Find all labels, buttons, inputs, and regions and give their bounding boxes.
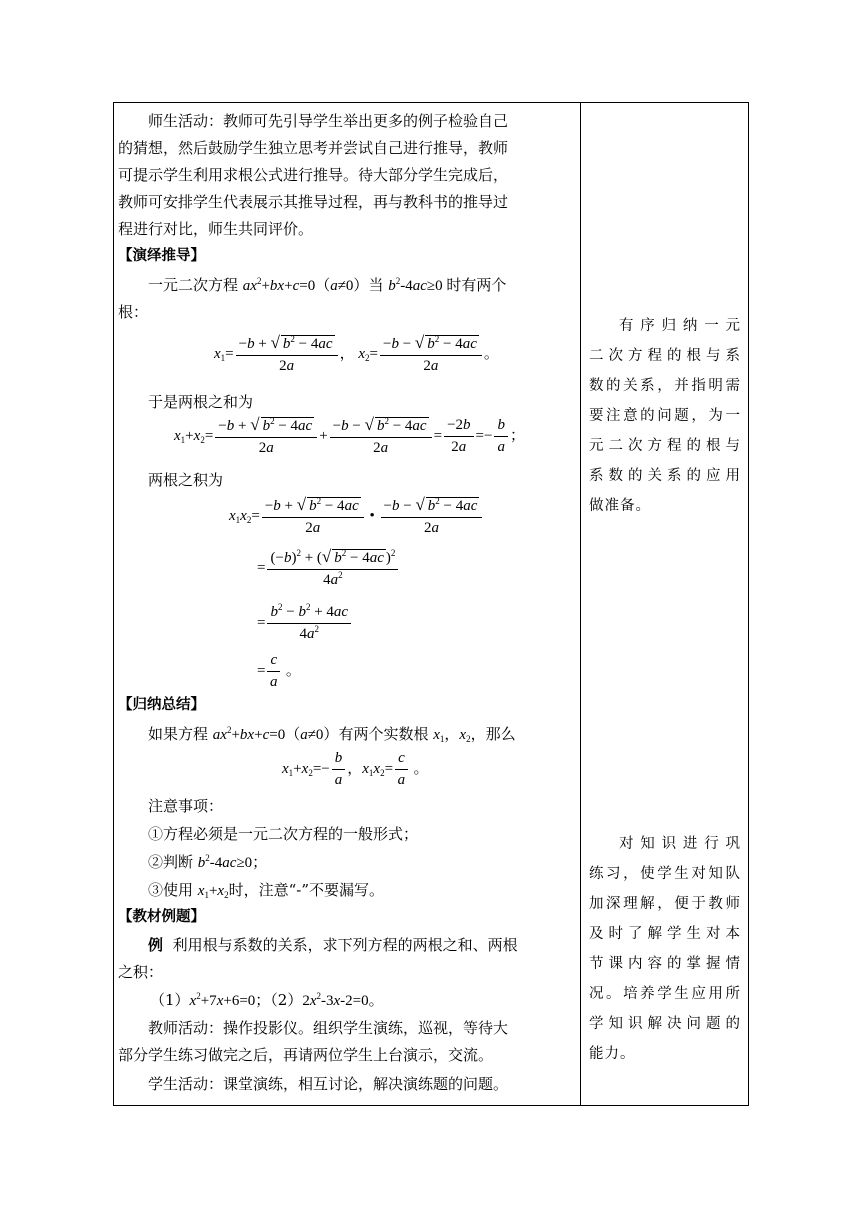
teacher-student-activity-line-1: 师生活动：教师可先引导学生举出更多的例子检验自己 <box>148 112 509 130</box>
note-item-3: ③使用 $x_1+x_2$时，注意“-”不要漏写。 <box>148 881 384 900</box>
product-formula-step-2: = $\frac{(-b)^2 + (√ b^2 - 4ac )^2}{4a^2}$ <box>257 547 400 590</box>
content-column <box>114 103 580 1105</box>
product-intro: 两根之积为 <box>148 471 224 489</box>
heading-summary: 【归纳总结】 <box>118 697 205 713</box>
product-formula-step-4: = $\frac{c}{a}$ 。 <box>257 652 301 690</box>
note-item-1: ①方程必须是一元二次方程的一般形式； <box>148 825 419 843</box>
product-formula-step-1: $x_1x_2=$ $\frac{-b + √ b^2 - 4ac}{2a}$ • $\frac{-b - √ b^2 - 4ac}{2a}$ <box>229 495 484 538</box>
teacher-student-activity-line-5: 程进行对比，师生共同评价。 <box>118 220 314 238</box>
teacher-activity-line-1: 教师活动：操作投影仪。组织学生演练，巡视，等待大 <box>148 1019 509 1037</box>
notes-title: 注意事项： <box>148 797 224 815</box>
student-activity-line: 学生活动：课堂演练，相互讨论，解决演练题的问题。 <box>148 1075 509 1093</box>
lesson-table <box>113 102 749 1106</box>
example-statement: 例 利用根与系数的关系，求下列方程的两根之和、两根 <box>148 936 518 954</box>
example-equations: $(1)x^2+7x+6=0$；$(2)2x^2-3x-2=0$。 <box>150 991 384 1009</box>
teacher-student-activity-line-3: 可提示学生利用求根公式进行推导。待大部分学生完成后， <box>118 166 509 184</box>
design-intent-column <box>581 103 749 1105</box>
heading-deduction: 【演绎推导】 <box>118 248 205 264</box>
teacher-activity-line-2: 部分学生练习做完之后，再请两位学生上台演示，交流。 <box>118 1046 494 1064</box>
teacher-student-activity-line-4: 教师可安排学生代表展示其推导过程，再与教科书的推导过 <box>118 193 509 211</box>
roots-formula: $x_1=$ $\frac{-b + √ b^2 - 4ac}{2a}$ ， $x_2=$ $\frac{-b - √ b^2 - 4ac}{2a}$ 。 <box>214 333 499 374</box>
deduction-statement: 一元二次方程 $ax^2+bx+c=0(a\ne 0)$当 $b^2-4ac\ge 0$ 时有两个 <box>148 276 507 294</box>
teacher-student-activity-line-2: 的猜想，然后鼓励学生独立思考并尝试自己进行推导，教师 <box>118 139 509 157</box>
sum-formula: $x_1+x_2=$ $\frac{-b + √ b^2 - 4ac}{2a}$ + $\frac{-b - √ b^2 - 4ac}{2a}$ = $\frac{-2b}{2a}$ =− $\frac{b}{a}$ ； <box>174 415 525 456</box>
sum-intro: 于是两根之和为 <box>148 393 254 411</box>
design-note-2: 对知识进行巩 练习，使学生对知队 加深理解，便于教师 及时了解学生对本 节课内容的掌握情 况。培养学生应用所 学知识解决问题的 能力。 <box>589 836 741 1062</box>
design-note-1: 有序归纳一元 二次方程的根与系 数的关系，并指明需 要注意的问题，为一 元二次方程的根与 系数的关系的应用 做准备。 <box>589 318 741 514</box>
vieta-formula: $x_1+x_2=-$ $\frac{b}{a}$ ，$x_1x_2=$ $\frac{c}{a}$ 。 <box>282 750 429 788</box>
summary-statement: 如果方程 $ax^2+bx+c=0(a\ne 0)$有两个实数根 $x_1$，$x_2$，那么 <box>148 725 516 744</box>
note-item-2: ②判断 $b^2-4ac\ge 0$； <box>148 853 268 871</box>
deduction-statement-line-2: 根： <box>118 303 149 321</box>
heading-example: 【教材例题】 <box>118 909 205 925</box>
product-formula-step-3: = $\frac{b^2 - b^2 + 4ac}{4a^2}$ <box>257 603 353 644</box>
example-statement-line-2: 之积： <box>118 963 164 981</box>
